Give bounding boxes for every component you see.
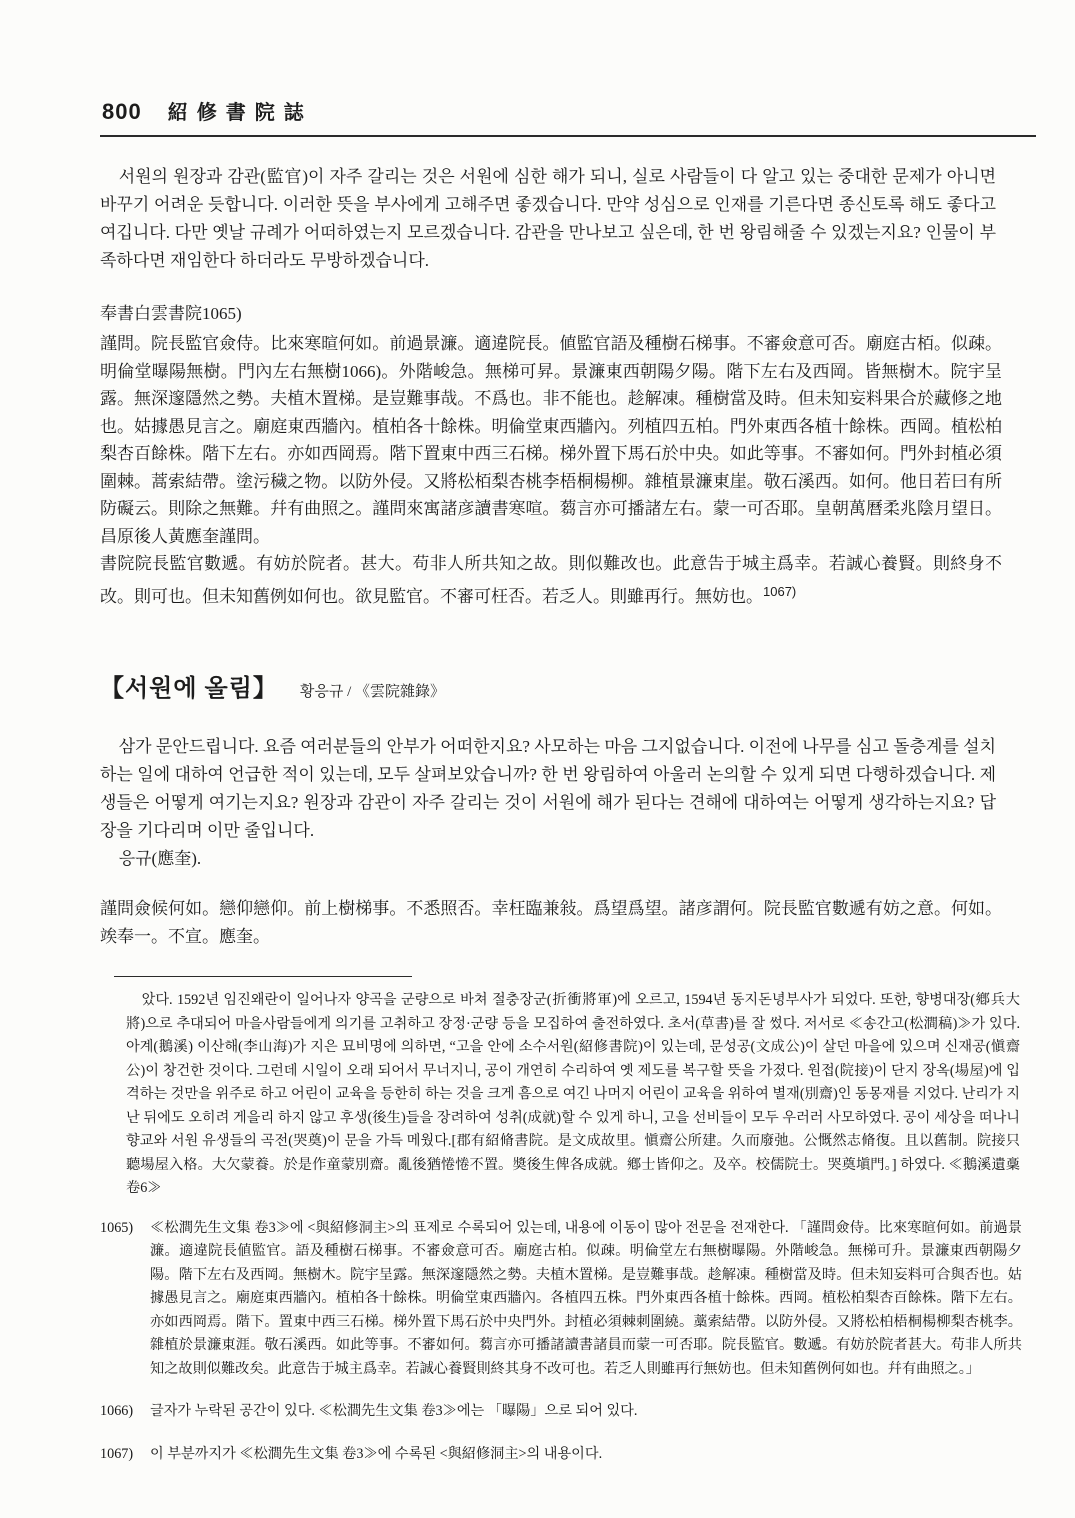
footnote-1066 xyxy=(100,1400,1022,1424)
footnote-separator-rule xyxy=(114,976,412,977)
footnote-1067 xyxy=(100,1443,1022,1467)
footnote-1067-text: 이 부분까지가 ≪松澗先生文集 卷3≫에 수록된 <與紹修洞主>의 내용이다. xyxy=(150,1445,603,1462)
hanmun-reply-note: 謹問僉候何如。戀仰戀仰。前上樹梯事。不悉照否。幸枉臨兼敍。爲望爲望。諸彦謂何。院長監官數遞有妨之意。何如。竢奉一。不宣。應奎。 xyxy=(100,899,1002,946)
footnote-area xyxy=(100,976,1022,1466)
hanmun-letter-postscript xyxy=(100,550,1002,610)
footnote-1067-number: 1067) xyxy=(100,1445,134,1462)
korean-paragraph-1: 서원의 원장과 감관(監官)이 자주 갈리는 것은 서원에 심한 해가 되니, 실로 사람들이 다 알고 있는 중대한 문제가 아니면 바꾸기 어려운 듯합니다. 이러한 뜻을 부사에게 고해주면 좋겠습니다. 만약 성심으로 인재를 기른다면 종신토록 해도 좋다고 여깁니다. 다만 옛날 규례가 어떠하였는지 모르겠습니다. 감관을 만나보고 싶은데, 한 번 왕림해줄 수 있겠는지요? 인물이 부족하다면 재임한다 하더라도 무방하겠습니다. xyxy=(100,167,996,270)
book-title: 紹修書院誌 xyxy=(167,102,313,124)
hanmun-letter-body: 謹問。院長監官僉侍。比來寒暄何如。前過景濂。適違院長。値監官語及種樹石梯事。不審僉意可否。廟庭古栢。似疎。明倫堂曝陽無樹。門內左右無樹1066)。外階峻急。無梯可昇。景濂東西朝陽夕陽。階下左右及西岡。皆無樹木。院宇呈露。無深邃隱然之勢。夫植木置梯。是豈難事哉。不爲也。非不能也。趁解凍。種樹當及時。但未知妄料果合於藏修之地也。姑據愚見言之。廟庭東西牆內。植柏各十餘株。明倫堂東西牆內。列植四五柏。門外東西各植十餘株。西岡。植松柏梨杏百餘株。階下左右。亦如西岡焉。階下置東中西三石梯。梯外置下馬石於中央。如此等事。不審如何。門外封植必須圍棘。蒿索結帶。塗污穢之物。以防外侵。又將松栢梨杏桃李梧桐楊柳。雜植景濂東崖。敬石溪西。如何。他日若曰有所防礙云。則除之無難。幷有曲照之。謹問來寓諸彦讀書寒喧。蒭言亦可播諸左右。蒙一可否耶。皇朝萬曆柔兆陰月望日。昌原後人黃應奎謹問。 xyxy=(100,334,1002,546)
section-heading xyxy=(100,668,1017,703)
footnote-continuation: 았다. 1592년 임진왜란이 일어나자 양곡을 군량으로 바쳐 절충장군(折衝將軍)에 오르고, 1594년 동지돈녕부사가 되었다. 또한, 향병대장(鄕兵大將)으로 추대되어 마을사람들에게 의기를 고취하고 장정·군량 등을 모집하여 출전하였다. 초서(草書)를 잘 썼다. 저서로 ≪송간고(松澗稿)≫가 있다. 아계(鵝溪) 이산해(李山海)가 지은 묘비명에 의하면, “고을 안에 소수서원(紹修書院)이 있는데, 문성공(文成公)이 살던 마을에 있으며 신재공(愼齋公)이 창건한 것이다. 그런데 시일이 오래 되어서 무너지니, 공이 개연히 수리하여 옛 제도를 복구할 뜻을 가졌다. 원접(院接)이 단지 장옥(場屋)에 입격하는 것만을 위주로 하고 어린이 교육을 등한히 하는 것을 크게 흠으로 여긴 나머지 어린이 교육을 위하여 별재(別齋)인 동몽재를 지었다. 난리가 지난 뒤에도 오히려 게을리 하지 않고 후생(後生)들을 장려하여 성취(成就)할 수 있게 하니, 고을 선비들이 모두 우러러 사모하였다. 공이 세상을 떠나니 향교와 서원 유생들의 곡전(哭奠)이 문을 가득 메웠다.[郡有紹脩書院。是文成故里。愼齋公所建。久而廢弛。公慨然志脩復。且以舊制。院接只聽場屋入格。大欠蒙養。於是作童蒙別齋。亂後猶惓惓不置。奬後生俾各成就。鄕士皆仰之。及卒。校儒院士。哭奠塡門。] 하였다. ≪鵝溪遺稾 卷6≫ xyxy=(126,992,1021,1196)
footnote-1065 xyxy=(100,1217,1022,1382)
footnote-1065-text: ≪松澗先生文集 卷3≫에 <與紹修洞主>의 표제로 수록되어 있는데, 내용에 이동이 많아 전문을 전재한다. 「謹問僉侍。比來寒暄何如。前過景濂。適違院長値監官。語及種樹石梯事。不審僉意可否。廟庭古柏。似疎。明倫堂左右無樹曝陽。外階峻急。無梯可升。景濂東西朝陽夕陽。階下左右及西岡。無樹木。院宇呈露。無深邃隱然之勢。夫植木置梯。是豈難事哉。趁解凍。種樹當及時。但未知妄料可合與否也。姑據愚見言之。廟庭東西牆內。植柏各十餘株。明倫堂東西牆內。各植四五株。門外東西各植十餘株。西岡。植松柏梨杏百餘株。階下左右。亦如西岡焉。階下。置東中西三石梯。梯外置下馬石於中央門外。封植必須棘刺圍繞。藁索結帶。以防外侵。又將松柏梧桐楊柳梨杏桃李。雜植於景濂東涯。敬石溪西。如此等事。不審如何。蒭言亦可播諸讀書諸員而蒙一可否耶。院長監官。數遞。有妨於院者甚大。苟非人所共知之故則似難改矣。此意告于城主爲幸。若誠心養賢則終其身不改可也。若乏人則雖再行無妨也。但未知舊例何如也。幷有曲照之。」 xyxy=(150,1219,1022,1377)
hanmun-postscript-text: 書院院長監官數遞。有妨於院者。甚大。苟非人所共知之故。則似難改也。此意告于城主爲幸。若誠心養賢。則終身不改。則可也。但未知舊例如何也。欲見監官。不審可枉否。若乏人。則雖再行。無妨也。 xyxy=(100,554,1002,606)
section-byline: 황응규 / 《雲院雜錄》 xyxy=(299,684,446,700)
footnote-ref-1067: 1067) xyxy=(763,583,797,599)
footnote-1066-text: 글자가 누락된 공간이 있다. ≪松澗先生文集 卷3≫에는 「曝陽」으로 되어 있다. xyxy=(150,1403,638,1419)
page-header xyxy=(100,96,1017,125)
korean-paragraph-2: 삼가 문안드립니다. 요즘 여러분들의 안부가 어떠한지요? 사모하는 마음 그지없습니다. 이전에 나무를 심고 돌층계를 설치하는 일에 대하여 언급한 적이 있는데, 모두 살펴보았습니까? 한 번 왕림하여 아울러 논의할 수 있게 되면 다행하겠습니다. 제생들은 어떻게 여기는지요? 원장과 감관이 자주 갈리는 것이 서원에 해가 된다는 견해에 대하여는 어떻게 생각하는지요? 답장을 기다리며 이만 줄입니다. xyxy=(100,737,996,840)
footnote-1065-number: 1065) xyxy=(100,1219,134,1236)
section-title: 【서원에 올림】 xyxy=(100,676,278,702)
header-rule xyxy=(100,135,1036,137)
hanmun-letter-title: 奉書白雲書院1065) xyxy=(100,304,242,323)
footnote-1066-number: 1066) xyxy=(100,1403,134,1419)
page-number: 800 xyxy=(102,99,142,124)
signature-line: 응규(應奎). xyxy=(118,849,202,868)
